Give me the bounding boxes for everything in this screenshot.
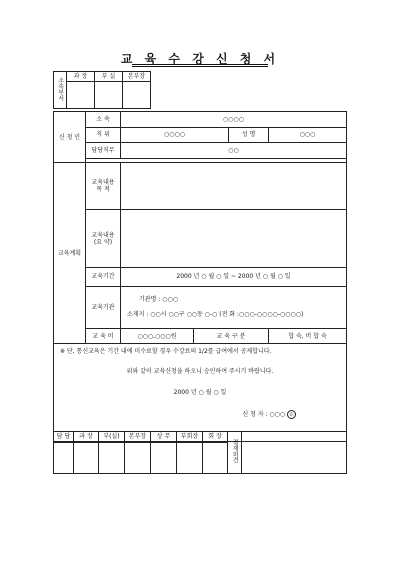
content-purpose-label [86,163,121,210]
type-value[interactable]: 합 숙, 비 합 숙 [269,328,347,344]
routing-header-director: 본부장 [123,72,151,82]
request-text: 위와 같이 교육신청을 하오니 승인하여 주시기 바랍니다. [126,367,274,375]
content-purpose-label-2: 목 적 [96,186,110,194]
dept-label: 소 속 [86,112,121,128]
approval-sign-executive[interactable] [151,443,177,474]
name-value[interactable]: ○○○ [269,127,347,143]
opinion-value[interactable] [242,432,347,474]
approval-sign-chairman[interactable] [203,443,228,474]
approval-header-vice-chairman: 부회장 [177,432,203,443]
institution-label: 교육기관 [86,286,121,328]
period-label: 교육기간 [86,268,121,287]
approval-sign-vice-chairman[interactable] [177,443,203,474]
content-purpose-value[interactable] [121,163,347,210]
routing-side-label: 소속부서 [54,72,67,109]
main-form-table [53,111,347,442]
note-deduction: ※ 단, 통신교육은 기간 내에 미수료할 경우 수강료의 1/2를 급여에서 공제합니다. [60,348,272,356]
notes-section [54,344,347,442]
content-purpose-label-1: 교육내용 [91,179,115,187]
institution-name: 기관명 : ○○○ [139,296,178,304]
type-label: 교 육 구 분 [194,328,269,344]
routing-header-dept: 부 실 [95,72,123,82]
title-underline-2 [132,66,268,67]
approval-header-chairman: 회 장 [203,432,228,443]
institution-value[interactable] [121,286,347,328]
content-summary-label [86,210,121,268]
applicant-signature: 신 청 자 : ○○○ [242,411,286,419]
seal-icon: 印 [287,410,296,419]
approval-sign-director[interactable] [125,443,151,474]
position-value[interactable]: ○○○○ [121,127,229,143]
opinion-label: 결재의견 [228,432,242,474]
position-label: 직 위 [86,127,121,143]
approval-sign-staff[interactable] [54,443,74,474]
request-date: 2000 년 ○ 월 ○ 일 [173,388,227,396]
dept-value[interactable]: ○○○○ [121,112,347,128]
content-summary-label-1: 교육내용 [91,231,115,239]
applicant-side-label: 신 청 인 [54,112,86,163]
approval-header-dept: 부(실) [99,432,125,443]
approval-header-executive: 상 무 [151,432,177,443]
title-underline [132,64,268,65]
page-title: 교 육 수 강 신 청 서 [120,52,280,66]
name-label: 성 명 [229,127,269,143]
applicant-line [54,410,346,419]
fee-value[interactable]: ○○○,○○○원 [121,328,194,344]
approval-sign-manager[interactable] [74,443,99,474]
duty-value[interactable]: ○○ [121,143,347,159]
institution-address: 소재지 : ○○시 ○○구 ○○동 ○-○ (전 화 :○○○-○○○○-○○○○) [127,311,304,319]
routing-table [53,71,151,109]
approval-table [53,431,347,474]
routing-sign-director[interactable] [123,82,151,109]
content-summary-label-2: (요 약) [93,238,113,246]
routing-sign-dept[interactable] [95,82,123,109]
routing-sign-manager[interactable] [67,82,95,109]
routing-header-manager: 과 장 [67,72,95,82]
approval-header-staff: 담 당 [54,432,74,443]
approval-header-manager: 과 장 [74,432,99,443]
approval-header-director: 본부장 [125,432,151,443]
fee-label: 교 육 비 [86,328,121,344]
approval-sign-dept[interactable] [99,443,125,474]
plan-side-label: 교육계획 [54,163,86,344]
duty-label: 담당직무 [86,143,121,159]
period-value[interactable]: 2000 년 ○ 월 ○ 일 ~ 2000 년 ○ 월 ○ 일 [121,268,347,287]
content-summary-value[interactable] [121,210,347,268]
